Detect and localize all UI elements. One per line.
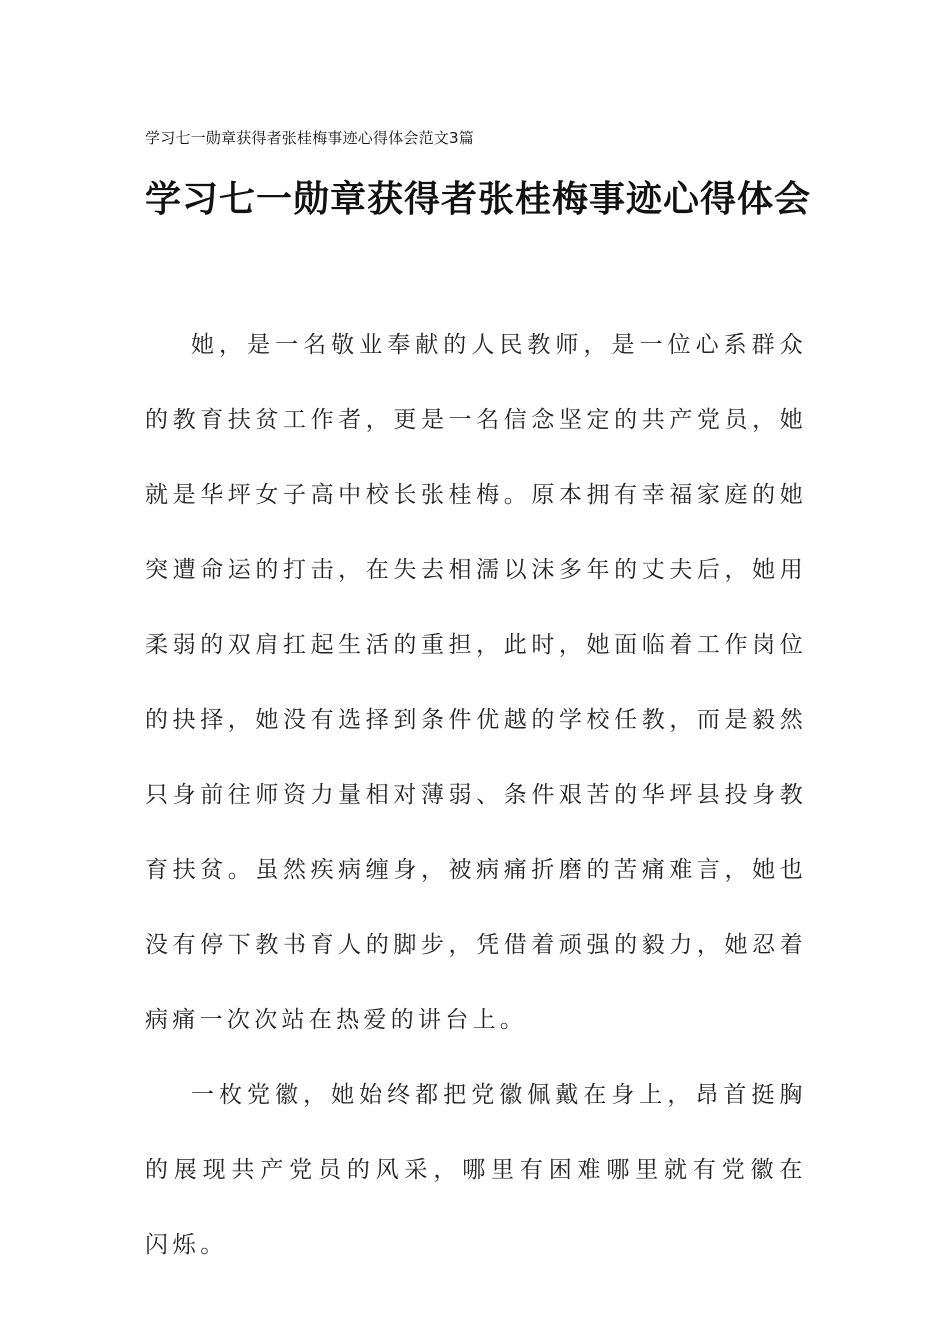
document-title: 学习七一勋章获得者张桂梅事迹心得体会 [145, 179, 812, 220]
paragraph-2: 一枚党徽，她始终都把党徽佩戴在身上，昂首挺胸的展现共产党员的风采，哪里有困难哪里就有党徽在闪烁。 [145, 1082, 807, 1258]
paragraph-1: 她，是一名敬业奉献的人民教师，是一位心系群众的教育扶贫工作者，更是一名信念坚定的共产党员，她就是华坪女子高中校长张桂梅。原本拥有幸福家庭的她突遭命运的打击，在失去相濡以沫多年的丈夫后，她用柔弱的双肩扛起生活的重担，此时，她面临着工作岗位的抉择，她没有选择到条件优越的学校任教，而是毅然只身前往师资力量相对薄弱、条件艰苦的华坪县投身教育扶贫。虽然疾病缠身，被病痛折磨的苦痛难言，她也没有停下教书育人的脚步，凭借着顽强的毅力，她忍着病痛一次次站在热爱的讲台上。 [145, 332, 807, 1033]
document-header: 学习七一勋章获得者张桂梅事迹心得体会范文3篇 [145, 129, 474, 147]
document-body [145, 308, 807, 1283]
